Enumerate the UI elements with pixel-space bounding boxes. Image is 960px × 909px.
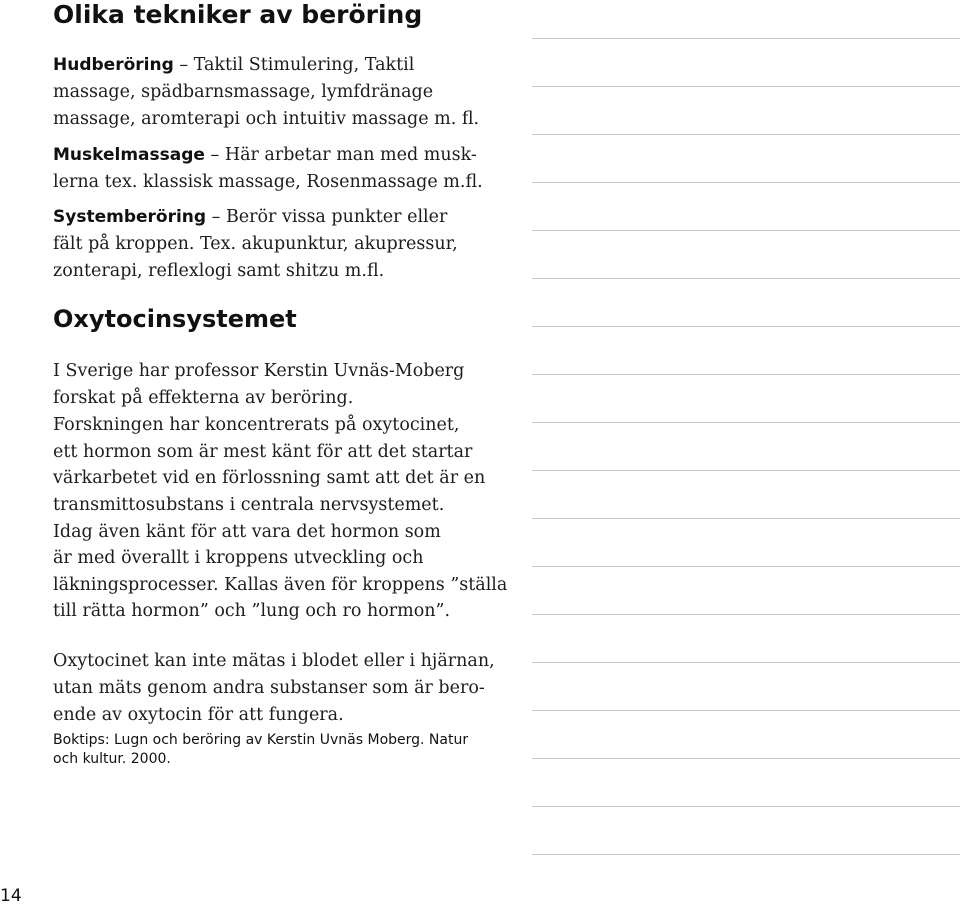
body-line: till rätta hormon” och ”lung och ro hormon”.	[53, 601, 451, 621]
note-line	[532, 86, 960, 87]
note-line	[532, 422, 960, 423]
note-line	[532, 38, 960, 39]
technique-text: zonterapi, reflexlogi samt shitzu m.fl.	[53, 261, 385, 281]
section-heading: Oxytocinsystemet	[53, 305, 297, 333]
note-line	[532, 662, 960, 663]
note-line	[532, 230, 960, 231]
technique-text: – Här arbetar man med musk-	[204, 145, 477, 165]
technique-text: – Berör vissa punkter eller	[206, 207, 448, 227]
technique-term: Systemberöring	[53, 207, 207, 227]
booktip-line: Boktips: Lugn och beröring av Kerstin Uvnäs Moberg. Natur	[53, 732, 469, 748]
note-line	[532, 806, 960, 807]
note-line	[532, 374, 960, 375]
booktip-line: och kultur. 2000.	[53, 751, 171, 767]
note-line	[532, 326, 960, 327]
body-line: Idag även känt för att vara det hormon som	[53, 522, 441, 542]
body-line: I Sverige har professor Kerstin Uvnäs-Moberg	[53, 361, 465, 381]
technique-text: lerna tex. klassisk massage, Rosenmassage m.fl.	[53, 172, 483, 192]
technique-muskelmassage	[53, 142, 523, 169]
note-line	[532, 182, 960, 183]
page-number: 14	[0, 886, 22, 906]
note-line	[532, 854, 960, 855]
body-line: ett hormon som är mest känt för att det startar	[53, 442, 473, 462]
note-line	[532, 566, 960, 567]
note-line	[532, 710, 960, 711]
body-line: forskat på effekterna av beröring.	[53, 388, 354, 408]
body-line: läkningsprocesser. Kallas även för kroppens ”ställa	[53, 575, 508, 595]
technique-systemberoring	[53, 204, 523, 231]
technique-hudberoring	[53, 52, 523, 79]
body-line: utan mäts genom andra substanser som är bero-	[53, 678, 485, 698]
body-line: ende av oxytocin för att fungera.	[53, 705, 344, 725]
page-title: Olika tekniker av beröring	[53, 0, 423, 29]
note-line	[532, 134, 960, 135]
technique-text: fält på kroppen. Tex. akupunktur, akupressur,	[53, 234, 458, 254]
note-line	[532, 758, 960, 759]
body-line: är med överallt i kroppens utveckling och	[53, 548, 424, 568]
body-line: Oxytocinet kan inte mätas i blodet eller i hjärnan,	[53, 651, 495, 671]
note-line	[532, 470, 960, 471]
note-line	[532, 614, 960, 615]
note-line	[532, 518, 960, 519]
body-line: transmittosubstans i centrala nervsystemet.	[53, 495, 445, 515]
technique-term: Hudberöring	[53, 55, 174, 75]
note-line	[532, 278, 960, 279]
technique-text: massage, spädbarnsmassage, lymfdränage	[53, 82, 434, 102]
technique-term: Muskelmassage	[53, 145, 205, 165]
body-line: värkarbetet vid en förlossning samt att det är en	[53, 468, 486, 488]
technique-text: massage, aromterapi och intuitiv massage m. fl.	[53, 109, 480, 129]
body-line: Forskningen har koncentrerats på oxytocinet,	[53, 415, 460, 435]
technique-text: – Taktil Stimulering, Taktil	[173, 55, 415, 75]
